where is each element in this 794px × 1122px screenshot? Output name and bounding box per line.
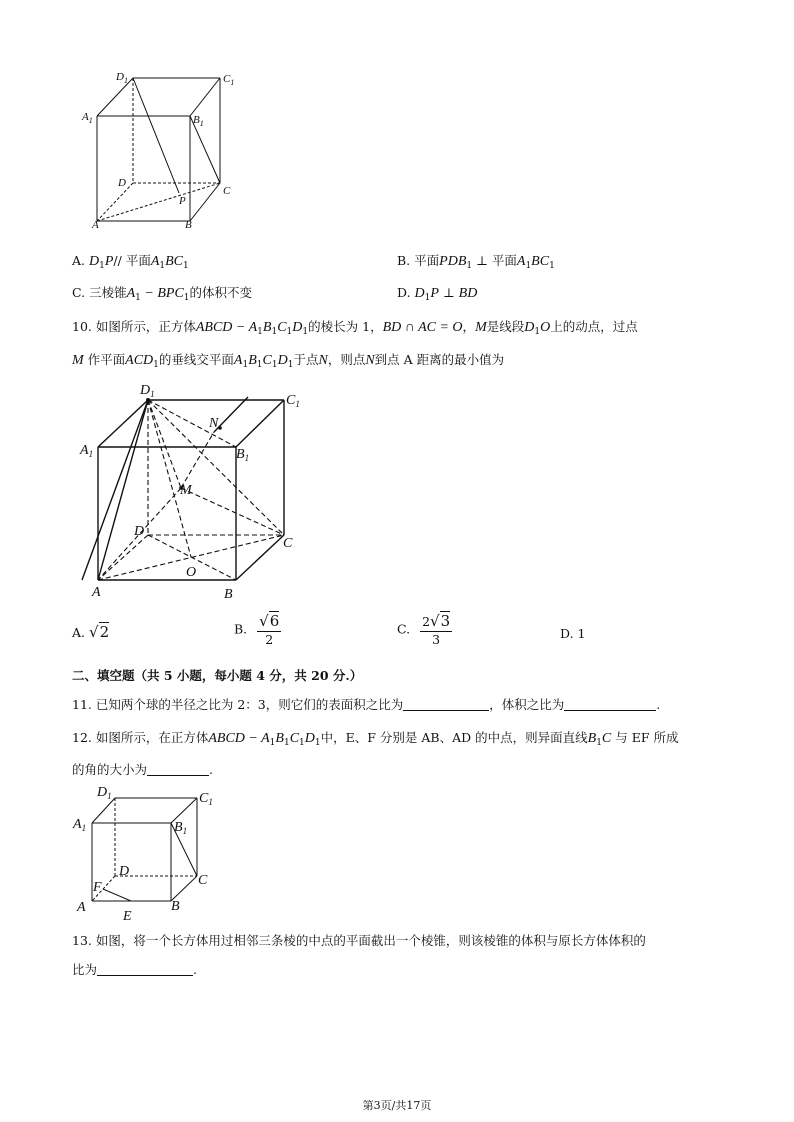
label-A: A: [77, 900, 86, 915]
label-C: C: [283, 536, 293, 551]
q12-cube-figure: [72, 783, 222, 925]
q10-option-c: C. $\frac{2√3}{3}$: [397, 612, 451, 647]
q11-text: 11. 已知两个球的半径之比为 2：3，则它们的表面积之比为 ，体积之比为 .: [72, 697, 661, 712]
label-A: A: [92, 585, 101, 600]
label-D1: $D_1$: [97, 785, 112, 801]
q10-line-1: 10. 如图所示，正方体ABCD − $A_1B_1C_1D_1$的棱长为 1，BD ∩ AC = O，M是线段$D_1O$上的动点，过点: [72, 319, 638, 337]
q10-option-d: D. 1: [560, 626, 586, 641]
label-D1: $D_1$: [116, 71, 128, 85]
label-C1: $C_1$: [286, 393, 300, 409]
label-N: N: [209, 416, 219, 431]
label-F: F: [93, 880, 102, 895]
sqrt-icon: √2: [89, 623, 110, 641]
label-A: A: [92, 219, 99, 231]
q13-line-1: 13. 如图，将一个长方体用过相邻三条棱的中点的平面截出一个棱锥，则该棱锥的体积与原长方体体积的: [72, 933, 646, 948]
label-A1: $A_1$: [82, 111, 93, 125]
label-C: C: [198, 873, 208, 888]
label-B: B: [224, 587, 233, 602]
q10-cube-figure: [76, 380, 316, 602]
answer-blank: [564, 698, 656, 711]
q9-option-b: B. 平面$PDB_1$ ⊥ 平面$A_1BC_1$: [397, 253, 555, 271]
label-C: C: [223, 185, 231, 197]
q9-option-d: D. $D_1P$ ⊥ BD: [397, 285, 478, 303]
label-B: B: [185, 219, 192, 231]
q12-line-1: 12. 如图所示，在正方体ABCD − $A_1B_1C_1D_1$中，E、F 分别是 AB、AD 的中点，则异面直线$B_1C$ 与 EF 所成: [72, 730, 679, 748]
q9-option-c: C. 三棱锥$A_1 - BPC_1$的体积不变: [72, 285, 253, 303]
section-title: 二、填空题（共 5 小题，每小题 4 分，共 20 分.）: [72, 668, 363, 683]
label-B1: $B_1$: [174, 820, 188, 836]
label-C1: $C_1$: [223, 73, 235, 87]
answer-blank: [147, 763, 209, 776]
q10-line-2: M 作平面$ACD_1$的垂线交平面$A_1B_1C_1D_1$于点N，则点N到点 A 距离的最小值为: [72, 352, 505, 370]
answer-blank: [403, 698, 489, 711]
q9-option-a: A. $D_1P//$ 平面$A_1BC_1$: [72, 253, 189, 271]
label-D: D: [119, 864, 130, 879]
label-A1: $A_1$: [73, 817, 87, 833]
label-M: M: [180, 483, 192, 498]
q12-line-2: 的角的大小为 .: [72, 762, 213, 777]
label-O: O: [186, 565, 197, 580]
q10-option-b: B. $\frac{√6}{2}$: [234, 612, 280, 647]
q10-option-a: A. √2: [72, 623, 110, 641]
label-B1: $B_1$: [193, 114, 204, 128]
label-D1: $D_1$: [140, 383, 155, 399]
q9-cube-figure: [80, 66, 240, 236]
label-E: E: [123, 909, 132, 924]
answer-blank: [97, 963, 193, 976]
label-D: D: [118, 177, 126, 189]
page-footer: 第3页/共17页: [362, 1099, 432, 1112]
label-C1: $C_1$: [199, 791, 213, 807]
label-B: B: [171, 899, 180, 914]
q13-line-2: 比为 .: [72, 962, 197, 977]
label-D: D: [134, 524, 145, 539]
label-B1: $B_1$: [236, 447, 250, 463]
label-P: P: [179, 195, 186, 207]
label-A1: $A_1$: [80, 443, 94, 459]
